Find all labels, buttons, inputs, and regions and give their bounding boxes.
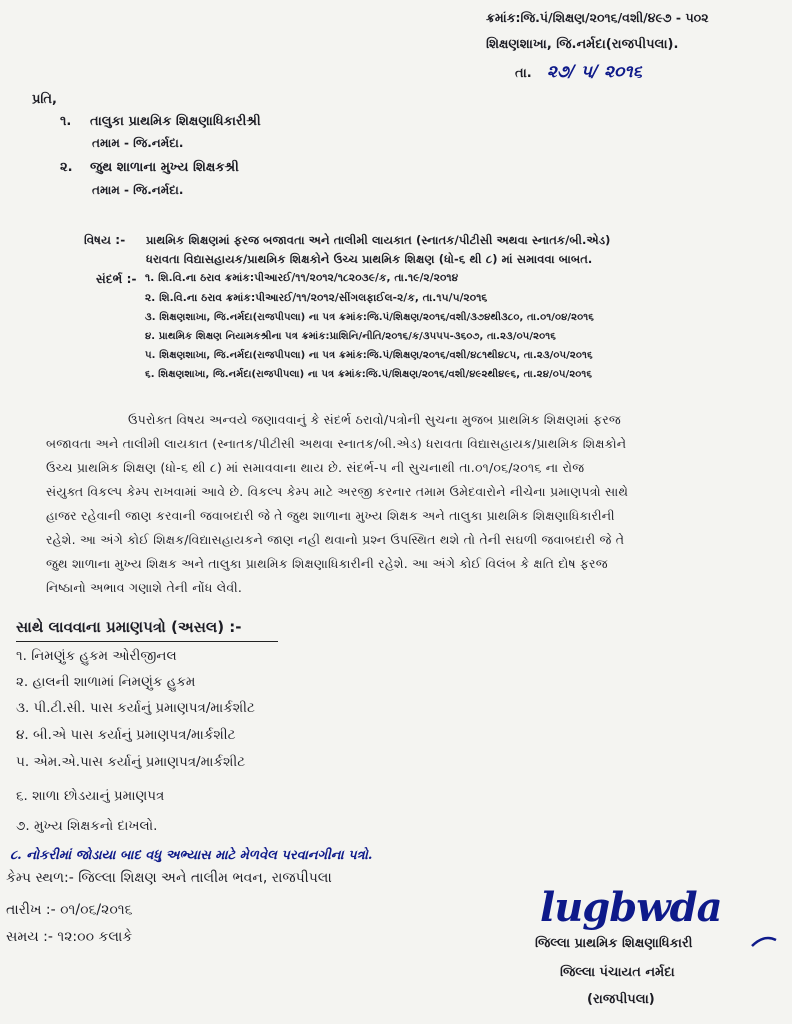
- certificate-item: ૫. એમ.એ.પાસ કર્યાનું પ્રમાણપત્ર/માર્કશીટ: [16, 754, 246, 770]
- camp-time: સમય :- ૧૨:૦૦ કલાકે: [6, 929, 133, 945]
- subject-line-2: ધરાવતા વિદ્યાસહાયક/પ્રાથમિક શિક્ષકોને ઉચ્ચ પ્રાથમિક શિક્ષણ (ધો-૬ થી ૮) માં સમાવવા બાબત.: [146, 252, 593, 266]
- signatory-place: (રાજપીપલા): [587, 992, 655, 1007]
- recipient-2-scope: તમામ - જિ.નર્મદા.: [92, 183, 184, 197]
- handwritten-date: ૨૭/ ૫/ ૨૦૧૬: [546, 62, 643, 82]
- subject-line-1: પ્રાથમિક શિક્ષણમાં ફરજ બજાવતા અને તાલીમી લાયકાત (સ્નાતક/પીટીસી અથવા સ્નાતક/બી.એડ): [146, 233, 611, 247]
- handwritten-certificate-item: ૮. નોકરીમાં જોડાયા બાદ વધુ અભ્યાસ માટે મેળવેલ પરવાનગીના પત્રો.: [10, 848, 373, 863]
- recipient-1-number: ૧.: [60, 114, 72, 129]
- certificate-item: ૭. મુખ્ય શિક્ષકનો દાખલો.: [16, 818, 158, 834]
- camp-place: કેમ્પ સ્થળ:- જિલ્લા શિક્ષણ અને તાલીમ ભવન, રાજપીપલા: [6, 870, 332, 886]
- heading-underline: [16, 641, 278, 642]
- subject-label: વિષય :-: [84, 233, 126, 247]
- certificate-item: ૧. નિમણુંક હુકમ ઓરીજીનલ: [16, 648, 177, 664]
- body-line: ઉપરોક્ત વિષય અન્વયે જણાવવાનું કે સંદર્ભ ઠરાવો/પત્રોની સુચના મુજબ પ્રાથમિક શિક્ષણમાં ફરજ: [128, 412, 621, 427]
- reference-item: ૩. શિક્ષણશાખા, જિ.નર્મદા(રાજપીપલા) ના પત્ર ક્રમાંક:જિ.પં/શિક્ષણ/૨૦૧૬/વશી/૩૭૪થી૩૮૦, તા.૦૧/૦૪/૨૦૧૬: [145, 312, 594, 323]
- certificate-item: ૩. પી.ટી.સી. પાસ કર્યાનું પ્રમાણપત્ર/માર્કશીટ: [16, 700, 255, 716]
- certificate-item: ૨. હાલની શાળામાં નિમણુંક હુકમ: [16, 674, 196, 690]
- date-prefix: તા.: [515, 66, 532, 81]
- camp-date: તારીખ :- ૦૧/૦૬/૨૦૧૬: [6, 902, 133, 918]
- recipient-1-title: તાલુકા પ્રાથમિક શિક્ષણાધિકારીશ્રી: [90, 114, 261, 129]
- certificate-item: ૪. બી.એ પાસ કર્યાનું પ્રમાણપત્ર/માર્કશીટ: [16, 727, 236, 743]
- reference-item: ૨. શિ.વિ.ના ઠરાવ ક્રમાંક:પીઆરઈ/૧૧/૨૦૧૨/સીંગલફાઈલ-૨/ક, તા.૧૫/૫/૨૦૧૬: [145, 292, 488, 304]
- body-line: બજાવતા અને તાલીમી લાયકાત (સ્નાતક/પીટીસી અથવા સ્નાતક/બી.એડ) ધરાવતા વિદ્યાસહાયક/પ્રાથમિક શિક્ષકોને: [46, 436, 627, 451]
- references-label: સંદર્ભ :-: [96, 272, 137, 286]
- body-line: ઉચ્ચ પ્રાથમિક શિક્ષણ (ધો-૬ થી ૮) માં સમાવવાના થાય છે. સંદર્ભ-૫ ની સુચનાથી તા.૦૧/૦૬/૨૦૧૬ ના રોજ: [46, 460, 585, 475]
- signatory-designation: જિલ્લા પ્રાથમિક શિક્ષણાધિકારી: [535, 936, 693, 951]
- certificates-heading: સાથે લાવવાના પ્રમાણપત્રો (અસલ) :-: [16, 618, 242, 636]
- reference-number: ક્રમાંક:જિ.પં/શિક્ષણ/૨૦૧૬/વશી/૪૯૭ - ૫૦૨: [486, 10, 709, 25]
- body-line: હાજર રહેવાની જાણ કરવાની જવાબદારી જે તે જુથ શાળાના મુખ્ય શિક્ષક અને તાલુકા પ્રાથમિક શિક્ષણાધિકારીની: [46, 508, 615, 523]
- certificate-item: ૬. શાળા છોડયાનું પ્રમાણપત્ર: [16, 788, 165, 804]
- reference-item: ૧. શિ.વિ.ના ઠરાવ ક્રમાંક:પીઆરઈ/૧૧/૨૦૧૨/૧૮૨૦૩૯/ક, તા.૧૯/૨/૨૦૧૪: [145, 272, 459, 284]
- issuing-office: શિક્ષણશાખા, જિ.નર્મદા(રાજપીપલા).: [486, 37, 679, 52]
- signatory-office: જિલ્લા પંચાયત નર્મદા: [560, 965, 675, 980]
- reference-item: ૫. શિક્ષણશાખા, જિ.નર્મદા(રાજપીપલા) ના પત્ર ક્રમાંક:જિ.પં/શિક્ષણ/૨૦૧૬/વશી/૪૮૧થી૪૮૫, તા.૨૩/૦૫/૨૦૧૬: [145, 350, 593, 361]
- body-line: નિષ્ઠાનો અભાવ ગણાશે તેની નોંધ લેવી.: [46, 580, 243, 595]
- letter-date: [515, 62, 642, 82]
- recipient-1-scope: તમામ - જિ.નર્મદા.: [92, 136, 184, 150]
- signature: lugbwda: [540, 884, 722, 931]
- body-line: સંયુક્ત વિકલ્પ કેમ્પ રાખવામાં આવે છે. વિકલ્પ કેમ્પ માટે અરજી કરનાર તમામ ઉમેદવારોને નીચેના પ્રમાણપત્રો સાથે: [46, 484, 629, 499]
- body-line: રહેશે. આ અંગે કોઈ શિક્ષક/વિદ્યાસહાયકને જાણ નહી થવાનો પ્રશ્ન ઉપસ્થિત થશે તો તેની સઘળી જવાબદારી જે તે: [46, 532, 625, 547]
- recipient-2-title: જુથ શાળાના મુખ્ય શિક્ષકશ્રી: [90, 160, 239, 175]
- reference-item: ૬. શિક્ષણશાખા, જિ.નર્મદા(રાજપીપલા) ના પત્ર ક્રમાંક:જિ.પં/શિક્ષણ/૨૦૧૬/વશી/૪૯૨થી૪૯૬, તા.૨૪/૦૫/૨૦૧૬: [145, 369, 593, 380]
- signature-flourish: [750, 930, 780, 952]
- recipient-2-number: ૨.: [60, 160, 73, 175]
- body-line: જુથ શાળાના મુખ્ય શિક્ષક અને તાલુકા પ્રાથમિક શિક્ષણાધિકારીની રહેશે. આ અંગે કોઈ વિલંબ કે ક્ષતિ દોષ ફરજ: [46, 556, 608, 571]
- prati-label: પ્રતિ,: [32, 92, 57, 107]
- reference-item: ૪. પ્રાથમિક શિક્ષણ નિયામકશ્રીના પત્ર ક્રમાંક:પ્રાશિનિ/નીતિ/૨૦૧૬/ક/૩૫૫૫-૩૬૦૭, તા.૨૩/૦૫/૨૦૧૬: [145, 331, 556, 342]
